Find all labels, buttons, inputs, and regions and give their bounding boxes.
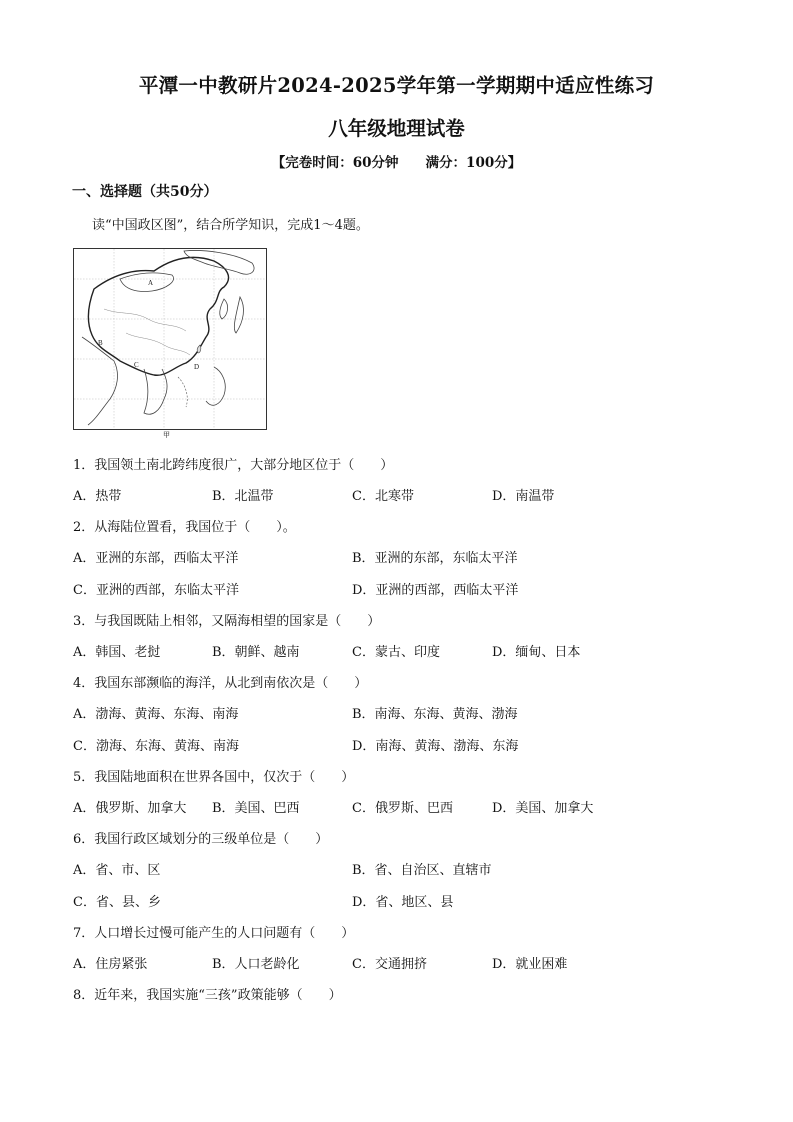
question-4-option-a: A．渤海、黄海、东海、南海 <box>73 707 239 722</box>
question-7-stem: 7．人口增长过慢可能产生的人口问题有（ ） <box>73 926 355 941</box>
question-1-option-b: B．北温带 <box>212 489 274 504</box>
question-3-stem: 3．与我国既陆上相邻，又隔海相望的国家是（ ） <box>73 614 381 629</box>
section-heading: 一、选择题（共50分） <box>72 184 218 200</box>
question-6-option-d: D．省、地区、县 <box>352 895 454 910</box>
question-7-option-a: A．住房紧张 <box>73 957 148 972</box>
question-8-stem: 8．近年来，我国实施“三孩”政策能够（ ） <box>73 988 342 1003</box>
question-2-option-c: C．亚洲的西部，东临太平洋 <box>73 583 239 598</box>
question-5-option-d: D．美国、加拿大 <box>492 801 594 816</box>
question-2-option-b: B．亚洲的东部，东临太平洋 <box>352 551 518 566</box>
map-label-b: B <box>98 339 103 347</box>
exam-time-info: 【完卷时间：60分钟 满分：100分】 <box>271 155 522 171</box>
question-6-option-a: A．省、市、区 <box>73 863 161 878</box>
question-2-option-a: A．亚洲的东部，西临太平洋 <box>73 551 239 566</box>
question-3-option-b: B．朝鲜、越南 <box>212 645 300 660</box>
question-2-option-d: D．亚洲的西部，西临太平洋 <box>352 583 519 598</box>
question-6-stem: 6．我国行政区域划分的三级单位是（ ） <box>73 832 329 847</box>
question-1-option-d: D．南温带 <box>492 489 555 504</box>
question-5-option-a: A．俄罗斯、加拿大 <box>73 801 187 816</box>
question-3-option-a: A．韩国、老挝 <box>73 645 161 660</box>
question-1-stem: 1．我国领土南北跨纬度很广，大部分地区位于（ ） <box>73 458 394 473</box>
question-5-option-c: C．俄罗斯、巴西 <box>352 801 453 816</box>
question-5-stem: 5．我国陆地面积在世界各国中，仅次于（ ） <box>73 770 355 785</box>
question-5-option-b: B．美国、巴西 <box>212 801 300 816</box>
exam-subtitle: 八年级地理试卷 <box>328 117 465 140</box>
question-7-option-b: B．人口老龄化 <box>212 957 300 972</box>
question-4-stem: 4．我国东部濒临的海洋，从北到南依次是（ ） <box>73 676 368 691</box>
question-6-option-c: C．省、县、乡 <box>73 895 161 910</box>
question-6-option-b: B．省、自治区、直辖市 <box>352 863 492 878</box>
map-label-a: A <box>148 279 154 287</box>
question-4-option-d: D．南海、黄海、渤海、东海 <box>352 739 519 754</box>
question-7-option-c: C．交通拥挤 <box>352 957 427 972</box>
section-instruction: 读“中国政区图”，结合所学知识，完成1～4题。 <box>92 218 369 233</box>
map-label-d: D <box>194 363 200 371</box>
question-4-option-b: B．南海、东海、黄海、渤海 <box>352 707 518 722</box>
map-graphic <box>74 249 266 429</box>
china-political-map <box>73 248 267 430</box>
map-caption: 甲 <box>163 431 170 439</box>
question-3-option-d: D．缅甸、日本 <box>492 645 581 660</box>
question-7-option-d: D．就业困难 <box>492 957 568 972</box>
map-label-c: C <box>134 361 139 369</box>
question-2-stem: 2．从海陆位置看，我国位于（ ）。 <box>73 520 296 535</box>
page-title: 平潭一中教研片2024-2025学年第一学期期中适应性练习 <box>138 74 655 97</box>
question-4-option-c: C．渤海、东海、黄海、南海 <box>73 739 239 754</box>
question-3-option-c: C．蒙古、印度 <box>352 645 440 660</box>
question-1-option-c: C．北寒带 <box>352 489 414 504</box>
question-1-option-a: A．热带 <box>73 489 122 504</box>
